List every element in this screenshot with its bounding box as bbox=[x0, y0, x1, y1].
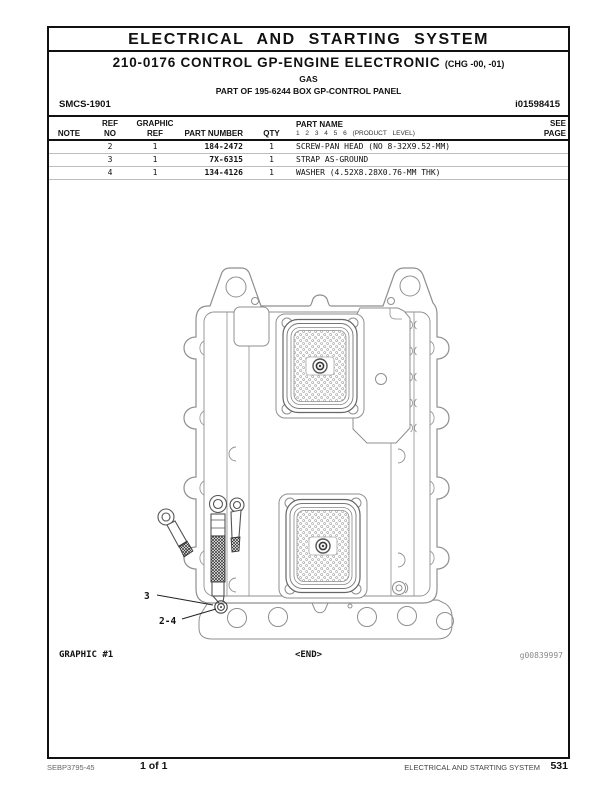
lower-connector bbox=[279, 494, 367, 598]
cell-ref-no: 3 bbox=[107, 155, 113, 165]
footer-section-title: ELECTRICAL AND STARTING SYSTEM bbox=[404, 763, 540, 772]
change-level: (CHG -00, -01) bbox=[444, 59, 505, 69]
smcs-code: SMCS-1901 bbox=[59, 99, 111, 110]
cell-part-name: SCREW-PAN HEAD (NO 8-32X9.52-MM) bbox=[296, 142, 451, 152]
braided-strap bbox=[211, 536, 225, 582]
cell-graphic-ref: 1 bbox=[152, 155, 158, 165]
col-graphic-ref: GRAPHIC REF bbox=[136, 119, 174, 138]
col-ref-no: REF NO bbox=[102, 119, 118, 138]
product-level-scale: 1 2 3 4 5 6 (PRODUCT LEVEL) bbox=[296, 130, 415, 138]
page-count: 1 of 1 bbox=[140, 760, 168, 772]
part-group-title: CONTROL GP-ENGINE ELECTRONIC bbox=[180, 55, 441, 70]
part-group-number: 210-0176 bbox=[112, 55, 177, 70]
info-number: i01598415 bbox=[515, 99, 560, 110]
cell-qty: 1 bbox=[269, 142, 274, 152]
page-number: 531 bbox=[550, 760, 568, 772]
callout-3: 3 bbox=[144, 591, 150, 602]
parent-assembly: PART OF 195-6244 BOX GP-CONTROL PANEL bbox=[215, 85, 402, 96]
cell-ref-no: 2 bbox=[107, 142, 113, 152]
cell-graphic-ref: 1 bbox=[152, 168, 158, 178]
cell-part-number: 184-2472 bbox=[204, 142, 243, 152]
system-title: ELECTRICAL AND STARTING SYSTEM bbox=[128, 31, 489, 48]
cell-part-number: 134-4126 bbox=[204, 168, 243, 178]
cell-qty: 1 bbox=[269, 155, 274, 165]
cell-part-number: 7X-6315 bbox=[209, 155, 243, 165]
page-footer bbox=[47, 760, 568, 776]
col-part-name: PART NAME 1 2 3 4 5 6 (PRODUCT LEVEL) bbox=[294, 116, 513, 140]
graphic-image-number: g00839997 bbox=[519, 651, 563, 660]
cell-graphic-ref: 1 bbox=[152, 142, 158, 152]
col-qty: QTY bbox=[263, 128, 280, 138]
cell-qty: 1 bbox=[269, 168, 274, 178]
col-part-number: PART NUMBER bbox=[184, 128, 243, 138]
media-number: SEBP3795-45 bbox=[47, 763, 95, 772]
callout-2-4: 2-4 bbox=[159, 616, 177, 627]
graphic-label: GRAPHIC #1 bbox=[59, 650, 114, 660]
upper-connector bbox=[276, 314, 364, 418]
col-note: NOTE bbox=[57, 128, 81, 138]
cell-ref-no: 4 bbox=[107, 168, 113, 178]
cell-part-name: STRAP AS-GROUND bbox=[296, 155, 369, 165]
end-marker: <END> bbox=[294, 650, 323, 660]
engine-type: GAS bbox=[299, 74, 318, 84]
col-see-page: SEE PAGE bbox=[543, 119, 566, 138]
cell-part-name: WASHER (4.52X8.28X0.76-MM THK) bbox=[296, 168, 441, 178]
